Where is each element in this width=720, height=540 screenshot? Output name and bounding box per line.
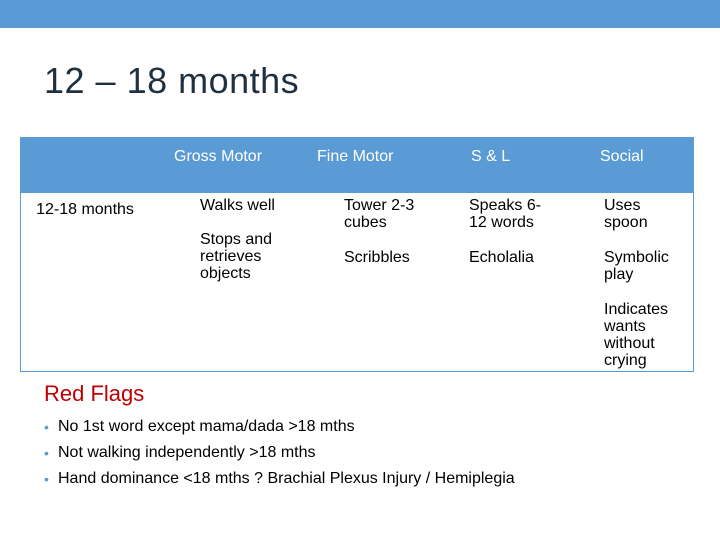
fine-motor-item: Scribbles [344,249,410,266]
bullet-icon: • [44,419,49,435]
header-speech-language: S & L [471,148,511,165]
speech-language-item: Echolalia [469,249,534,266]
fine-motor-item: Tower 2-3 cubes [344,197,415,231]
red-flags-list [44,414,515,492]
list-item [44,466,515,492]
gross-motor-item: Walks well [200,197,275,214]
milestones-table [20,137,694,372]
header-social: Social [600,148,644,165]
gross-motor-item: Stops and retrieves objects [200,231,273,282]
top-accent-bar [0,0,720,28]
social-item: Symbolic play [604,249,669,283]
table-body-row [20,193,694,372]
header-gross-motor: Gross Motor [174,148,263,165]
social-item: Uses spoon [604,197,648,231]
red-flag-text: Hand dominance <18 mths ? Brachial Plexus Injury / Hemiplegia [58,470,515,487]
speech-language-item: Speaks 6-12 words [469,197,542,231]
bullet-icon: • [44,445,49,461]
red-flag-text: No 1st word except mama/dada >18 mths [58,418,355,435]
red-flag-text: Not walking independently >18 mths [58,444,316,461]
list-item [44,440,515,466]
header-fine-motor: Fine Motor [317,148,394,165]
bullet-icon: • [44,471,49,487]
slide-title: 12 – 18 months [44,60,300,101]
list-item [44,414,515,440]
red-flags-heading: Red Flags [44,381,145,406]
social-item: Indicates wants without crying [604,301,669,369]
row-label-age: 12-18 months [36,201,134,218]
table-header-row [20,137,694,193]
